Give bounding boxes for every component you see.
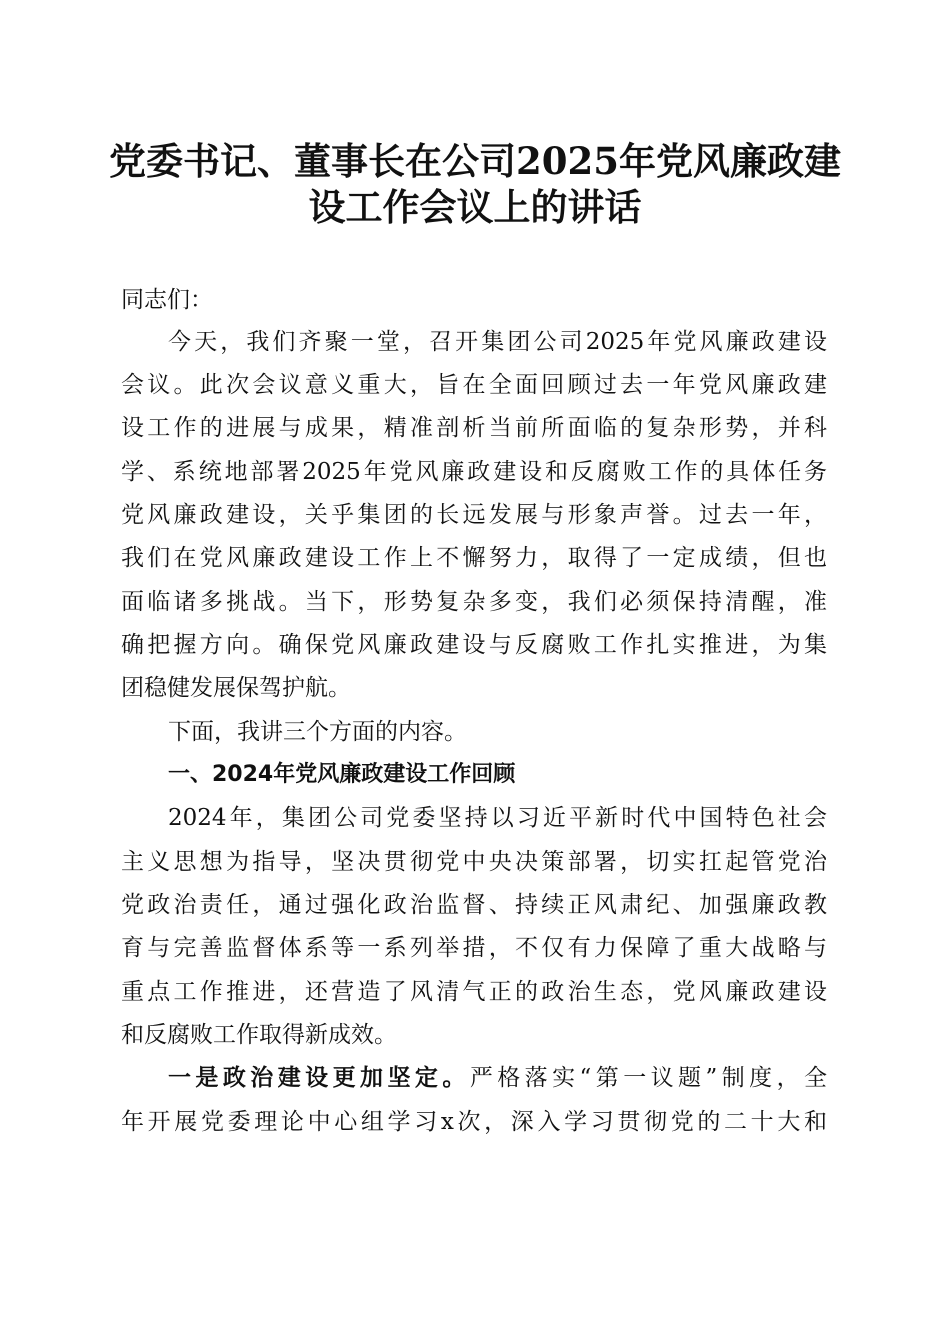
paragraph-line: 确把握方向。确保党风廉政建设与反腐败工作扎实推进，为集 — [121, 632, 827, 658]
paragraph-line: 下面，我讲三个方面的内容。 — [168, 719, 467, 745]
section-heading: 一、2024年党风廉政建设工作回顾 — [168, 762, 516, 787]
document-title-line-1: 党委书记、董事长在公司2025年党风廉政建 — [109, 139, 841, 183]
paragraph-line — [168, 1063, 827, 1093]
paragraph-line: 年开展党委理论中心组学习x次，深入学习贯彻党的二十大和 — [121, 1109, 827, 1135]
paragraph-line: 面临诸多挑战。当下，形势复杂多变，我们必须保持清醒，准 — [121, 589, 827, 615]
paragraph-line-rest: 严格落实“第一议题”制度，全 — [469, 1065, 827, 1091]
salutation: 同志们： — [121, 287, 213, 313]
paragraph-line: 团稳健发展保驾护航。 — [121, 675, 351, 701]
paragraph-line: 会议。此次会议意义重大，旨在全面回顾过去一年党风廉政建 — [121, 372, 827, 398]
paragraph-line: 2024年，集团公司党委坚持以习近平新时代中国特色社会 — [168, 805, 827, 831]
paragraph-line: 我们在党风廉政建设工作上不懈努力，取得了一定成绩，但也 — [121, 545, 827, 571]
paragraph-line: 主义思想为指导，坚决贯彻党中央决策部署，切实扛起管党治 — [121, 849, 827, 875]
paragraph-line: 设工作的进展与成果，精准剖析当前所面临的复杂形势，并科 — [121, 415, 827, 441]
paragraph-line: 党风廉政建设，关乎集团的长远发展与形象声誉。过去一年， — [121, 502, 827, 528]
paragraph-line: 重点工作推进，还营造了风清气正的政治生态，党风廉政建设 — [121, 979, 827, 1005]
paragraph-line: 育与完善监督体系等一系列举措，不仅有力保障了重大战略与 — [121, 935, 827, 961]
paragraph-line: 党政治责任，通过强化政治监督、持续正风肃纪、加强廉政教 — [121, 892, 827, 918]
paragraph-lead-bold: 一是政治建设更加坚定。 — [168, 1064, 470, 1091]
paragraph-line: 和反腐败工作取得新成效。 — [121, 1022, 397, 1048]
paragraph-line: 今天，我们齐聚一堂，召开集团公司2025年党风廉政建设 — [168, 329, 827, 355]
paragraph-line: 学、系统地部署2025年党风廉政建设和反腐败工作的具体任务 — [121, 459, 827, 485]
document-title-line-2: 设工作会议上的讲话 — [308, 185, 642, 229]
